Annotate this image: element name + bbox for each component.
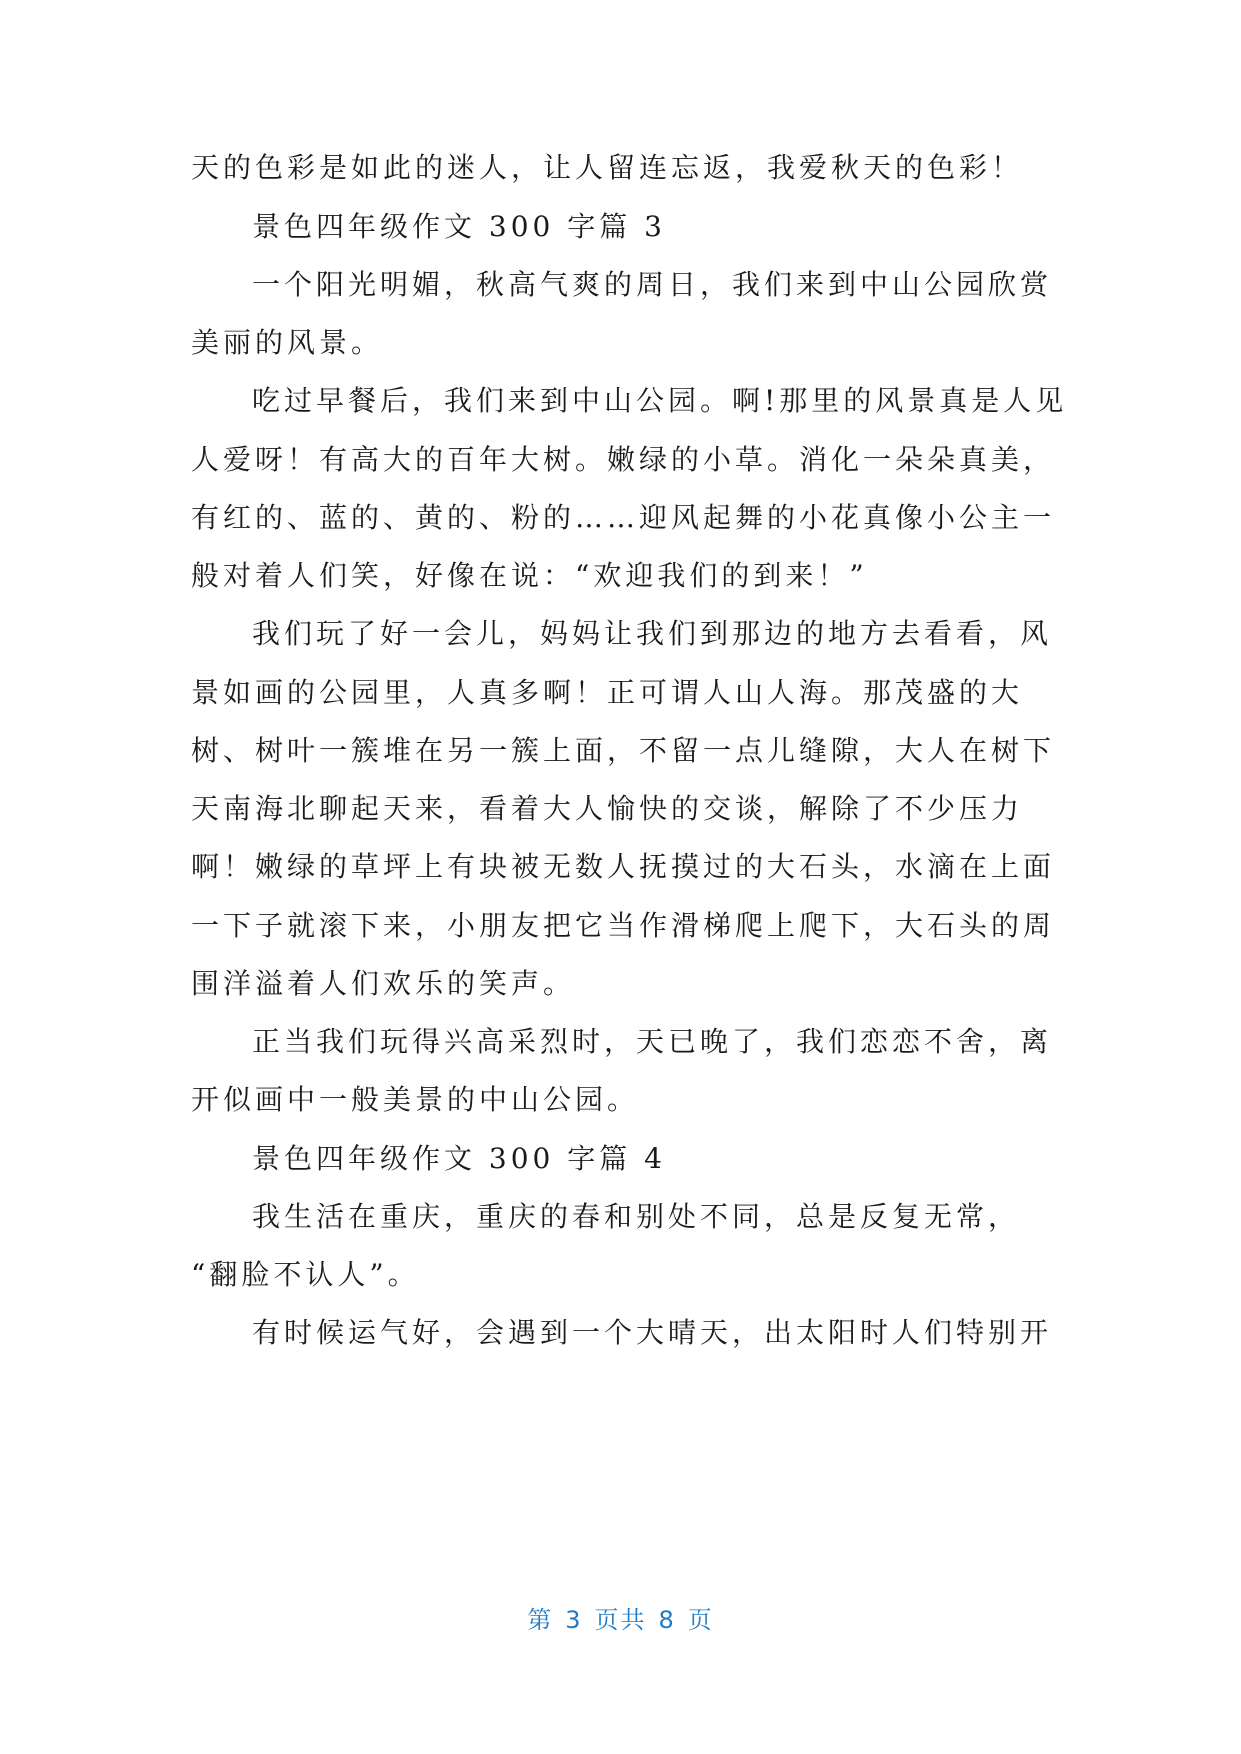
footer-middle: 页共 (594, 1606, 647, 1634)
text-line: 人爱呀！有高大的百年大树。嫩绿的小草。消化一朵朵真美， (191, 443, 1056, 476)
text-line: 般对着人们笑，好像在说：“欢迎我们的到来！” (191, 559, 868, 592)
text-line: 一个阳光明媚，秋高气爽的周日，我们来到中山公园欣赏 (252, 268, 1053, 301)
section-heading: 景色四年级作文 300 字篇 3 (252, 210, 666, 243)
text-line: 一下子就滚下来，小朋友把它当作滑梯爬上爬下，大石头的周 (191, 909, 1056, 942)
footer-prefix: 第 (527, 1606, 554, 1634)
text-line: 景如画的公园里，人真多啊！正可谓人山人海。那茂盛的大 (191, 676, 1024, 709)
text-line: 树、树叶一簇堆在另一簇上面，不留一点儿缝隙，大人在树下 (191, 734, 1056, 767)
text-line: 开似画中一般美景的中山公园。 (191, 1083, 640, 1116)
text-line: 我们玩了好一会儿，妈妈让我们到那边的地方去看看，风 (252, 617, 1053, 650)
text-line: 天的色彩是如此的迷人，让人留连忘返，我爱秋天的色彩！ (191, 151, 1024, 184)
text-line: “翻脸不认人”。 (191, 1258, 420, 1291)
text-line: 啊！嫩绿的草坪上有块被无数人抚摸过的大石头，水滴在上面 (191, 850, 1056, 883)
text-line: 围洋溢着人们欢乐的笑声。 (191, 967, 576, 1000)
text-line: 天南海北聊起天来，看着大人愉快的交谈，解除了不少压力 (191, 792, 1024, 825)
text-line: 我生活在重庆，重庆的春和别处不同，总是反复无常， (252, 1200, 1021, 1233)
text-line: 美丽的风景。 (191, 326, 384, 359)
page-footer (0, 1600, 1241, 1635)
section-heading: 景色四年级作文 300 字篇 4 (252, 1142, 666, 1175)
text-line: 有红的、蓝的、黄的、粉的……迎风起舞的小花真像小公主一 (191, 501, 1056, 534)
current-page-number: 3 (565, 1606, 583, 1634)
text-line: 吃过早餐后，我们来到中山公园。啊!那里的风景真是人见 (252, 384, 1068, 417)
text-line: 有时候运气好，会遇到一个大晴天，出太阳时人们特别开 (252, 1316, 1053, 1349)
total-pages-number: 8 (658, 1606, 676, 1634)
footer-suffix: 页 (687, 1606, 714, 1634)
text-line: 正当我们玩得兴高采烈时，天已晚了，我们恋恋不舍，离 (252, 1025, 1053, 1058)
